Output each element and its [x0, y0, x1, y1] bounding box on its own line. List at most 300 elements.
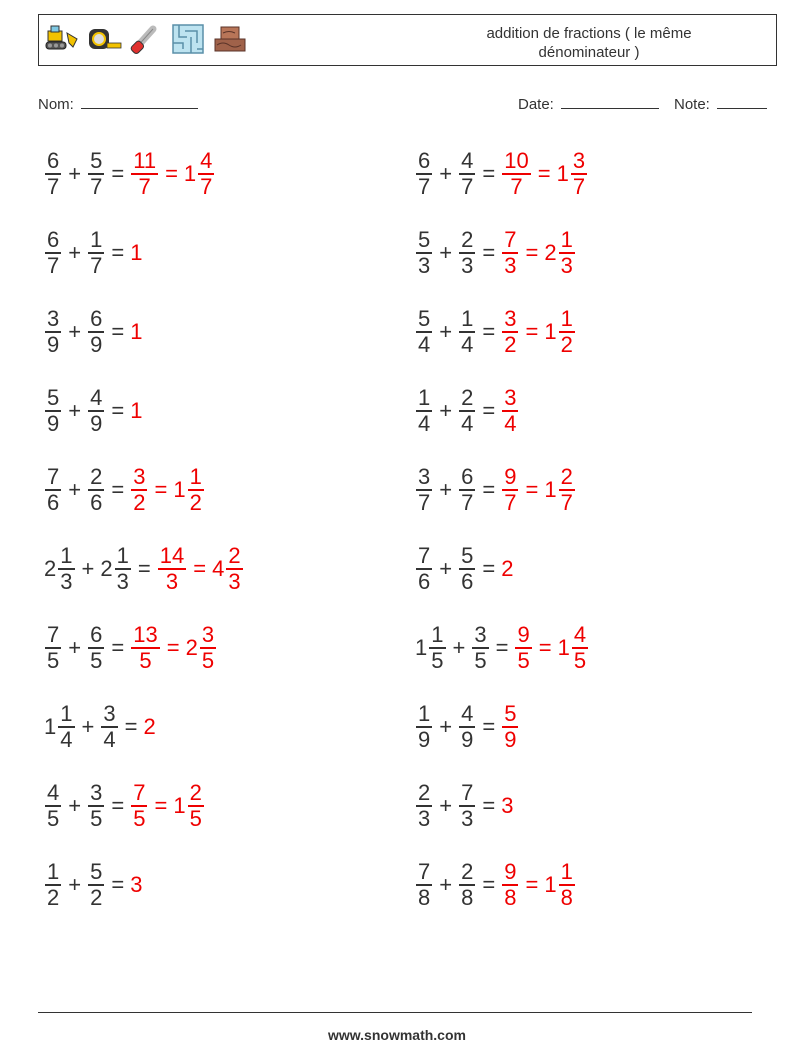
addend-2 [458, 307, 476, 357]
denominator: 9 [504, 727, 517, 752]
plus-sign: + [68, 398, 82, 423]
equals-sign: = [482, 398, 496, 423]
answer-whole: 2 [143, 714, 156, 739]
right-problem [415, 144, 588, 204]
answer-mixed [184, 149, 216, 199]
equals-sign: = [482, 714, 496, 739]
right-problem [415, 223, 576, 283]
denominator: 9 [47, 411, 60, 436]
left-problem [44, 381, 142, 441]
denominator: 2 [90, 885, 103, 910]
numerator: 3 [103, 701, 116, 726]
whole-number: 1 [557, 635, 570, 660]
numerator: 5 [418, 227, 431, 252]
answer-improper [501, 386, 519, 436]
numerator: 3 [474, 622, 487, 647]
addend-2 [87, 465, 105, 515]
answer-equals-sign: = [193, 556, 207, 581]
equals-sign: = [482, 240, 496, 265]
answer-improper [130, 623, 160, 673]
denominator: 2 [504, 332, 517, 357]
denominator: 4 [504, 411, 517, 436]
fraction [502, 149, 530, 199]
answer-equals-sign: = [525, 477, 539, 502]
plus-sign: + [68, 635, 82, 660]
fraction [45, 623, 61, 673]
denominator: 5 [133, 806, 146, 831]
fraction [515, 623, 531, 673]
equals-sign: = [482, 319, 496, 344]
plus-sign: + [452, 635, 466, 660]
denominator: 3 [60, 569, 73, 594]
note-blank[interactable] [717, 94, 767, 109]
numerator: 1 [60, 701, 73, 726]
whole-number: 2 [100, 556, 113, 581]
numerator: 1 [418, 385, 431, 410]
fraction [416, 386, 432, 436]
numerator: 7 [461, 780, 474, 805]
equals-sign: = [111, 872, 125, 897]
answer-equals-sign: = [154, 477, 168, 502]
denominator: 7 [90, 253, 103, 278]
numerator: 9 [504, 464, 517, 489]
left-problem [44, 618, 217, 678]
denominator: 6 [418, 569, 431, 594]
answer-improper [501, 702, 519, 752]
plus-sign: + [439, 556, 453, 581]
numerator: 4 [200, 148, 213, 173]
answer-improper [130, 149, 159, 199]
denominator: 7 [47, 253, 60, 278]
fraction [472, 623, 488, 673]
whole-number: 1 [556, 161, 569, 186]
numerator: 1 [47, 859, 60, 884]
answer-whole: 3 [130, 872, 143, 897]
right-problem [415, 381, 519, 441]
numerator: 9 [517, 622, 530, 647]
equals-sign: = [111, 240, 125, 265]
whole-number: 2 [44, 556, 57, 581]
addend-2 [458, 544, 476, 594]
equals-sign: = [111, 635, 125, 660]
fraction [502, 307, 518, 357]
fraction [88, 149, 104, 199]
fraction [571, 149, 587, 199]
answer-improper [501, 149, 531, 199]
plus-sign: + [439, 793, 453, 818]
whole-number: 1 [44, 714, 57, 739]
addend-2 [100, 702, 118, 752]
denominator: 2 [47, 885, 60, 910]
numerator: 1 [116, 543, 129, 568]
denominator: 8 [504, 885, 517, 910]
denominator: 6 [47, 490, 60, 515]
left-problem [44, 855, 142, 915]
answer-mixed [557, 149, 589, 199]
numerator: 3 [201, 622, 215, 647]
fraction [416, 544, 432, 594]
denominator: 8 [560, 885, 573, 910]
numerator: 5 [90, 148, 103, 173]
date-blank[interactable] [561, 94, 659, 109]
fraction [88, 465, 104, 515]
numerator: 3 [47, 306, 60, 331]
name-field[interactable] [38, 94, 198, 113]
denominator: 9 [461, 727, 474, 752]
numerator: 6 [90, 306, 103, 331]
fraction [158, 544, 186, 594]
equals-sign: = [482, 556, 496, 581]
whole-number: 4 [212, 556, 225, 581]
fraction [459, 307, 475, 357]
numerator: 13 [133, 622, 158, 647]
numerator: 6 [47, 227, 60, 252]
answer-equals-sign: = [537, 161, 551, 186]
whole-number: 2 [544, 240, 557, 265]
left-problem [44, 539, 244, 599]
fraction [131, 465, 147, 515]
numerator: 5 [90, 859, 103, 884]
numerator: 4 [90, 385, 103, 410]
denominator: 8 [461, 885, 474, 910]
numerator: 3 [90, 780, 103, 805]
fraction [459, 702, 475, 752]
fraction [45, 860, 61, 910]
answer-equals-sign: = [154, 793, 168, 818]
answer-mixed [544, 465, 576, 515]
numerator: 2 [461, 385, 474, 410]
numerator: 2 [418, 780, 431, 805]
denominator: 3 [418, 253, 431, 278]
numerator: 6 [418, 148, 431, 173]
wood-logs-icon [211, 23, 249, 55]
answer-improper [501, 465, 519, 515]
addend-1 [44, 860, 62, 910]
plus-sign: + [439, 398, 453, 423]
fraction [559, 307, 575, 357]
fraction [226, 544, 242, 594]
addend-2 [87, 781, 105, 831]
denominator: 9 [47, 332, 60, 357]
denominator: 2 [189, 490, 202, 515]
addend-2 [458, 149, 476, 199]
denominator: 5 [573, 648, 587, 673]
addend-2 [87, 386, 105, 436]
numerator: 6 [47, 148, 60, 173]
answer-mixed [544, 307, 576, 357]
numerator: 7 [133, 780, 146, 805]
fraction [429, 623, 445, 673]
addend-1 [415, 860, 433, 910]
answer-mixed [173, 465, 205, 515]
answer-equals-sign: = [165, 161, 178, 186]
denominator: 5 [517, 648, 530, 673]
numerator: 5 [418, 306, 431, 331]
addend-1 [415, 386, 433, 436]
fraction [131, 149, 158, 199]
title-line-1: addition de fractions ( le même [486, 25, 692, 42]
numerator: 1 [560, 306, 573, 331]
denominator: 7 [47, 174, 60, 199]
plus-sign: + [81, 556, 95, 581]
numerator: 3 [504, 306, 517, 331]
title-line-2: dénominateur ) [538, 44, 640, 61]
addend-2 [100, 544, 132, 594]
fraction [416, 149, 432, 199]
addend-1 [44, 228, 62, 278]
denominator: 9 [418, 727, 431, 752]
name-blank[interactable] [81, 94, 198, 109]
whole-number: 1 [183, 161, 197, 186]
fraction [559, 228, 575, 278]
answer-equals-sign: = [538, 635, 552, 660]
tape-measure-icon [85, 23, 123, 55]
fraction [88, 860, 104, 910]
numerator: 7 [418, 859, 431, 884]
plus-sign: + [439, 872, 453, 897]
denominator: 4 [461, 332, 474, 357]
numerator: 10 [504, 148, 529, 173]
fraction [45, 149, 61, 199]
numerator: 3 [133, 464, 146, 489]
addend-1 [415, 307, 433, 357]
fraction [88, 781, 104, 831]
maze-icon [169, 23, 207, 55]
right-problem [415, 460, 576, 520]
addend-2 [458, 386, 476, 436]
fraction [58, 544, 74, 594]
plus-sign: + [439, 319, 453, 344]
equals-sign: = [495, 635, 509, 660]
addend-1 [415, 623, 447, 673]
answer-improper [514, 623, 532, 673]
denominator: 3 [116, 569, 129, 594]
answer-improper [501, 228, 519, 278]
fraction [459, 386, 475, 436]
fraction [131, 781, 147, 831]
plus-sign: + [68, 161, 82, 186]
equals-sign: = [111, 477, 125, 502]
addend-1 [44, 544, 76, 594]
denominator: 7 [560, 490, 573, 515]
equals-sign: = [482, 793, 496, 818]
fraction [459, 228, 475, 278]
denominator: 7 [572, 174, 586, 199]
numerator: 3 [418, 464, 431, 489]
fraction [200, 623, 216, 673]
numerator: 7 [418, 543, 431, 568]
numerator: 5 [461, 543, 474, 568]
addend-1 [44, 386, 62, 436]
equals-sign: = [111, 319, 125, 344]
footer-divider [38, 1012, 752, 1013]
fraction [88, 228, 104, 278]
whole-number: 1 [544, 477, 557, 502]
denominator: 3 [461, 253, 474, 278]
fraction [416, 228, 432, 278]
numerator: 14 [159, 543, 185, 568]
right-problem [415, 539, 513, 599]
plus-sign: + [68, 477, 82, 502]
fraction [101, 702, 117, 752]
fraction [559, 860, 575, 910]
addend-1 [415, 228, 433, 278]
addend-2 [87, 307, 105, 357]
whole-number: 1 [173, 477, 186, 502]
numerator: 2 [560, 464, 573, 489]
answer-improper [130, 465, 148, 515]
equals-sign: = [111, 398, 125, 423]
addend-1 [44, 149, 62, 199]
date-field[interactable] [518, 94, 659, 113]
denominator: 3 [461, 806, 474, 831]
fraction [502, 386, 518, 436]
numerator: 6 [90, 622, 103, 647]
numerator: 7 [47, 622, 60, 647]
numerator: 7 [504, 227, 517, 252]
fraction [502, 228, 518, 278]
denominator: 7 [418, 490, 431, 515]
denominator: 5 [90, 806, 103, 831]
left-problem [44, 697, 156, 757]
denominator: 5 [90, 648, 103, 673]
whole-number: 1 [544, 319, 557, 344]
equals-sign: = [111, 161, 125, 186]
plus-sign: + [81, 714, 95, 739]
fraction [416, 465, 432, 515]
answer-whole: 1 [130, 398, 143, 423]
addend-2 [87, 228, 105, 278]
fraction [459, 465, 475, 515]
plus-sign: + [439, 477, 453, 502]
numerator: 4 [461, 701, 474, 726]
right-problem [415, 697, 519, 757]
plus-sign: + [439, 161, 453, 186]
answer-improper [501, 860, 519, 910]
numerator: 1 [60, 543, 73, 568]
addend-2 [87, 860, 105, 910]
left-problem [44, 460, 205, 520]
addend-1 [415, 702, 433, 752]
answer-equals-sign: = [525, 319, 539, 344]
numerator: 9 [504, 859, 517, 884]
numerator: 11 [133, 148, 157, 173]
plus-sign: + [68, 319, 82, 344]
fraction [459, 781, 475, 831]
plus-sign: + [68, 793, 82, 818]
answer-whole: 3 [501, 793, 514, 818]
whole-number: 1 [173, 793, 186, 818]
denominator: 7 [90, 174, 103, 199]
numerator: 5 [504, 701, 517, 726]
equals-sign: = [137, 556, 151, 581]
right-problem [415, 776, 513, 836]
header-icons [43, 23, 249, 55]
addend-2 [458, 781, 476, 831]
denominator: 2 [133, 490, 146, 515]
numerator: 4 [47, 780, 60, 805]
addend-2 [458, 228, 476, 278]
note-field[interactable] [674, 94, 767, 113]
denominator: 7 [418, 174, 431, 199]
addend-1 [415, 465, 433, 515]
fraction [45, 228, 61, 278]
numerator: 2 [228, 543, 241, 568]
fraction [88, 307, 104, 357]
numerator: 3 [572, 148, 586, 173]
denominator: 7 [504, 490, 517, 515]
whole-number: 1 [415, 635, 428, 660]
numerator: 4 [573, 622, 587, 647]
denominator: 7 [461, 174, 474, 199]
plus-sign: + [68, 872, 82, 897]
answer-mixed [544, 228, 576, 278]
numerator: 1 [461, 306, 474, 331]
denominator: 5 [431, 648, 444, 673]
denominator: 4 [461, 411, 474, 436]
denominator: 3 [228, 569, 241, 594]
fraction [459, 860, 475, 910]
header-box [38, 14, 777, 66]
fraction [572, 623, 588, 673]
fraction [45, 386, 61, 436]
left-problem [44, 302, 142, 362]
answer-equals-sign: = [525, 240, 539, 265]
numerator: 1 [90, 227, 103, 252]
numerator: 2 [90, 464, 103, 489]
fraction [45, 781, 61, 831]
fraction [131, 623, 159, 673]
denominator: 3 [165, 569, 179, 594]
fraction [115, 544, 131, 594]
addend-2 [458, 702, 476, 752]
footer-url: www.snowmath.com [328, 1027, 466, 1043]
date-label: Date: [518, 96, 554, 113]
denominator: 9 [90, 332, 103, 357]
numerator: 7 [47, 464, 60, 489]
numerator: 1 [418, 701, 431, 726]
numerator: 3 [504, 385, 517, 410]
left-problem [44, 144, 215, 204]
denominator: 5 [474, 648, 487, 673]
fraction [416, 307, 432, 357]
numerator: 5 [47, 385, 60, 410]
answer-whole: 2 [501, 556, 514, 581]
denominator: 7 [461, 490, 474, 515]
fraction [502, 860, 518, 910]
addend-1 [44, 307, 62, 357]
answer-improper [157, 544, 187, 594]
denominator: 7 [200, 174, 213, 199]
denominator: 3 [560, 253, 573, 278]
addend-1 [44, 702, 76, 752]
denominator: 2 [560, 332, 573, 357]
denominator: 5 [47, 648, 60, 673]
numerator: 1 [431, 622, 444, 647]
right-problem [415, 302, 576, 362]
denominator: 5 [139, 648, 152, 673]
addend-1 [415, 149, 433, 199]
denominator: 4 [418, 332, 431, 357]
denominator: 5 [201, 648, 215, 673]
addend-1 [415, 544, 433, 594]
worksheet-title [424, 24, 754, 62]
denominator: 5 [47, 806, 60, 831]
addend-1 [44, 781, 62, 831]
plus-sign: + [439, 714, 453, 739]
denominator: 8 [418, 885, 431, 910]
name-label: Nom: [38, 96, 74, 113]
